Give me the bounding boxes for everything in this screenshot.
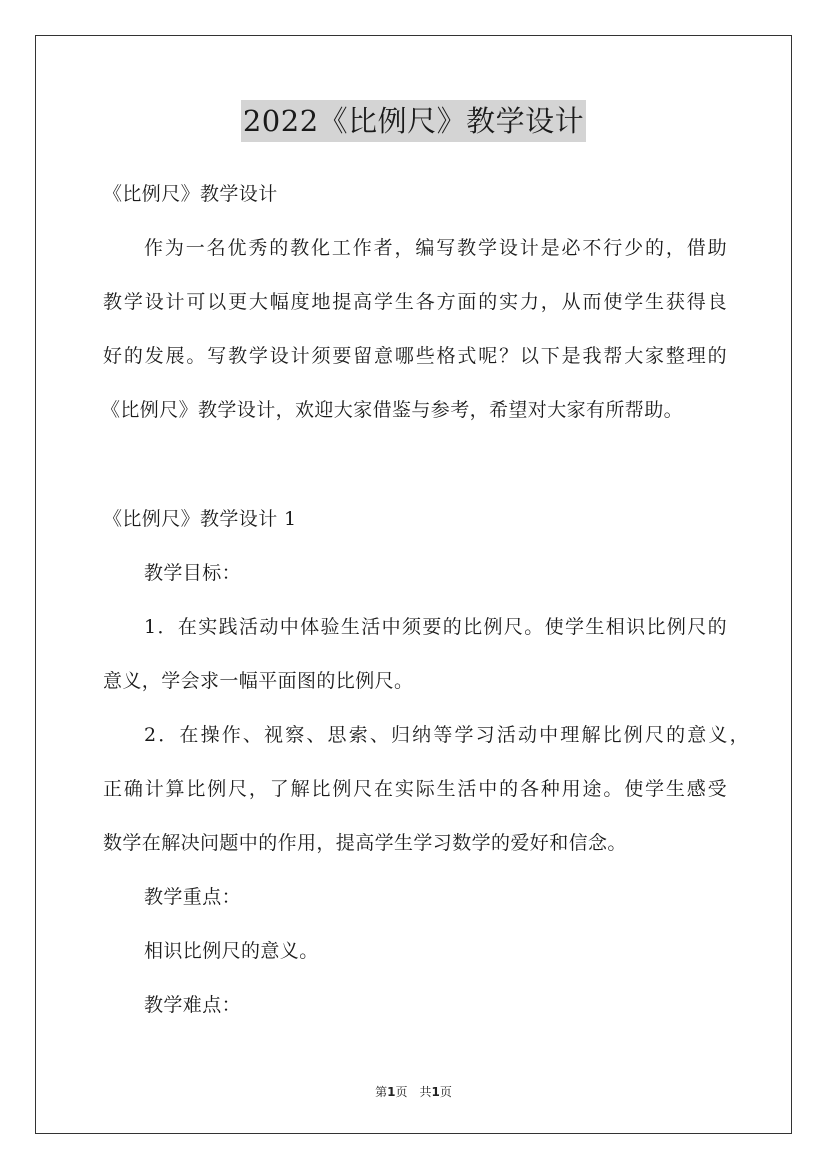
goal-1-line-1: 1．在实践活动中体验生活中须要的比例尺。使学生相识比例尺的	[144, 616, 727, 638]
footer-page-total: 1	[431, 1085, 440, 1099]
document-title: 2022《比例尺》教学设计	[241, 100, 586, 142]
section-heading: 《比例尺》教学设计 1	[103, 508, 297, 530]
footer-page-mid: 页 共	[395, 1085, 432, 1099]
footer-page-current: 1	[387, 1085, 396, 1099]
goal-2-line-3: 数学在解决问题中的作用，提高学生学习数学的爱好和信念。	[103, 832, 627, 854]
footer-page-suffix: 页	[439, 1085, 452, 1099]
intro-line-3: 好的发展。写教学设计须要留意哪些格式呢？以下是我帮大家整理的	[103, 345, 727, 367]
footer-page-prefix: 第	[375, 1085, 388, 1099]
goal-1-line-2: 意义，学会求一幅平面图的比例尺。	[103, 670, 414, 692]
goal-2-line-2: 正确计算比例尺，了解比例尺在实际生活中的各种用途。使学生感受	[103, 778, 727, 800]
intro-line-4: 《比例尺》教学设计，欢迎大家借鉴与参考，希望对大家有所帮助。	[101, 399, 684, 421]
difficulty-label: 教学难点：	[144, 994, 242, 1016]
page-footer	[0, 1084, 827, 1100]
key-label: 教学重点：	[144, 886, 242, 908]
goal-2-line-1: 2．在操作、视察、思索、归纳等学习活动中理解比例尺的意义，	[144, 724, 749, 746]
key-text: 相识比例尺的意义。	[144, 940, 319, 962]
subtitle: 《比例尺》教学设计	[103, 183, 278, 205]
title-container	[0, 100, 827, 142]
intro-line-2: 教学设计可以更大幅度地提高学生各方面的实力，从而使学生获得良	[103, 291, 727, 313]
intro-line-1: 作为一名优秀的教化工作者，编写教学设计是必不行少的，借助	[144, 237, 727, 259]
goal-label: 教学目标：	[144, 562, 242, 584]
